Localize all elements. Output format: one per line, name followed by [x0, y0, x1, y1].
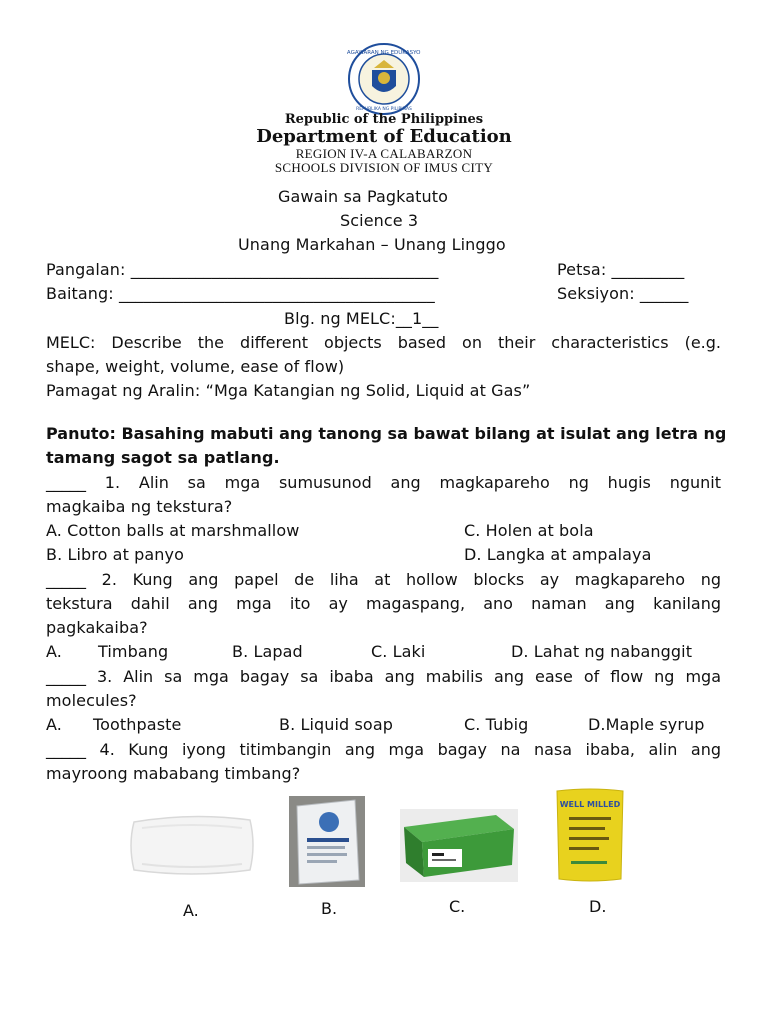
region-text: REGION IV-A CALABARZON [295, 146, 473, 161]
q4-label-a: A. [183, 901, 199, 920]
title-subject: Science 3 [340, 211, 419, 230]
q4-line-1: _____ 4. Kung iyong titimbangin ang mga bagay na nasa ibaba, alin ang [46, 740, 721, 759]
green-box-image [400, 809, 518, 882]
q3-option-c: C. Tubig [464, 715, 529, 734]
field-pangalan: Pangalan: ______________________________________ [46, 260, 439, 279]
q1-option-b: B. Libro at panyo [46, 545, 184, 564]
q1-option-c: C. Holen at bola [464, 521, 594, 540]
title-gawain: Gawain sa Pagkatuto [278, 187, 449, 206]
republic-text: Republic of the Philippines [284, 112, 484, 127]
melc-number: Blg. ng MELC:__1__ [284, 309, 439, 328]
melc-line-2: shape, weight, volume, ease of flow) [46, 357, 345, 376]
q2-line-2: tekstura dahil ang mga ito ay magaspang, ano naman ang kanilang [46, 594, 721, 613]
q4-label-c: C. [449, 897, 466, 916]
q4-label-d: D. [589, 897, 607, 916]
q2-option-b: B. Lapad [232, 642, 303, 661]
q1-option-d: D. Langka at ampalaya [464, 545, 652, 564]
deped-seal [347, 42, 421, 116]
q1-line-1: _____ 1. Alin sa mga sumusunod ang magkapareho ng hugis ngunit [46, 473, 721, 492]
division-text: SCHOOLS DIVISION OF IMUS CITY [274, 160, 494, 175]
rice-sack-label: WELL MILLED [559, 800, 621, 809]
q2-line-3: pagkakaiba? [46, 618, 148, 637]
pillow-image [128, 808, 256, 882]
q3-option-a: Toothpaste [93, 715, 182, 734]
q2-option-a: Timbang [98, 642, 169, 661]
q3-option-a-letter: A. [46, 715, 62, 734]
q4-label-b: B. [321, 899, 338, 918]
department-text: Department of Education [256, 126, 512, 147]
melc-line-1: MELC: Describe the different objects based on their characteristics (e.g. [46, 333, 721, 352]
seal-top-text: KAGAWARAN NG EDUKASYON [347, 50, 421, 56]
q3-line-1: _____ 3. Alin sa mga bagay sa ibaba ang mabilis ang ease of flow ng mga [46, 667, 721, 686]
seal-bottom-text: REPUBLIKA NG PILIPINAS [356, 107, 412, 112]
panuto-line-1: Panuto: Basahing mabuti ang tanong sa bawat bilang at isulat ang letra ng [46, 424, 727, 443]
q1-option-a: A. Cotton balls at marshmallow [46, 521, 300, 540]
panuto-line-2: tamang sagot sa patlang. [46, 448, 280, 467]
aralin-title: Pamagat ng Aralin: “Mga Katangian ng Solid, Liquid at Gas” [46, 381, 531, 400]
q2-option-d: D. Lahat ng nabanggit [511, 642, 693, 661]
field-petsa: Petsa: _________ [557, 260, 685, 279]
q2-option-c: C. Laki [371, 642, 426, 661]
q2-line-1: _____ 2. Kung ang papel de liha at hollow blocks ay magkapareho ng [46, 570, 721, 589]
q3-line-2: molecules? [46, 691, 137, 710]
rice-sack-image [553, 787, 627, 883]
q3-option-b: B. Liquid soap [279, 715, 393, 734]
q1-line-2: magkaiba ng tekstura? [46, 497, 233, 516]
q3-option-d: D.Maple syrup [588, 715, 705, 734]
field-baitang: Baitang: _______________________________________ [46, 284, 435, 303]
title-quarter: Unang Markahan – Unang Linggo [238, 235, 506, 254]
q4-line-2: mayroong mababang timbang? [46, 764, 301, 783]
q2-option-a-letter: A. [46, 642, 62, 661]
cement-bag-image [289, 796, 365, 887]
field-seksiyon: Seksiyon: ______ [557, 284, 689, 303]
